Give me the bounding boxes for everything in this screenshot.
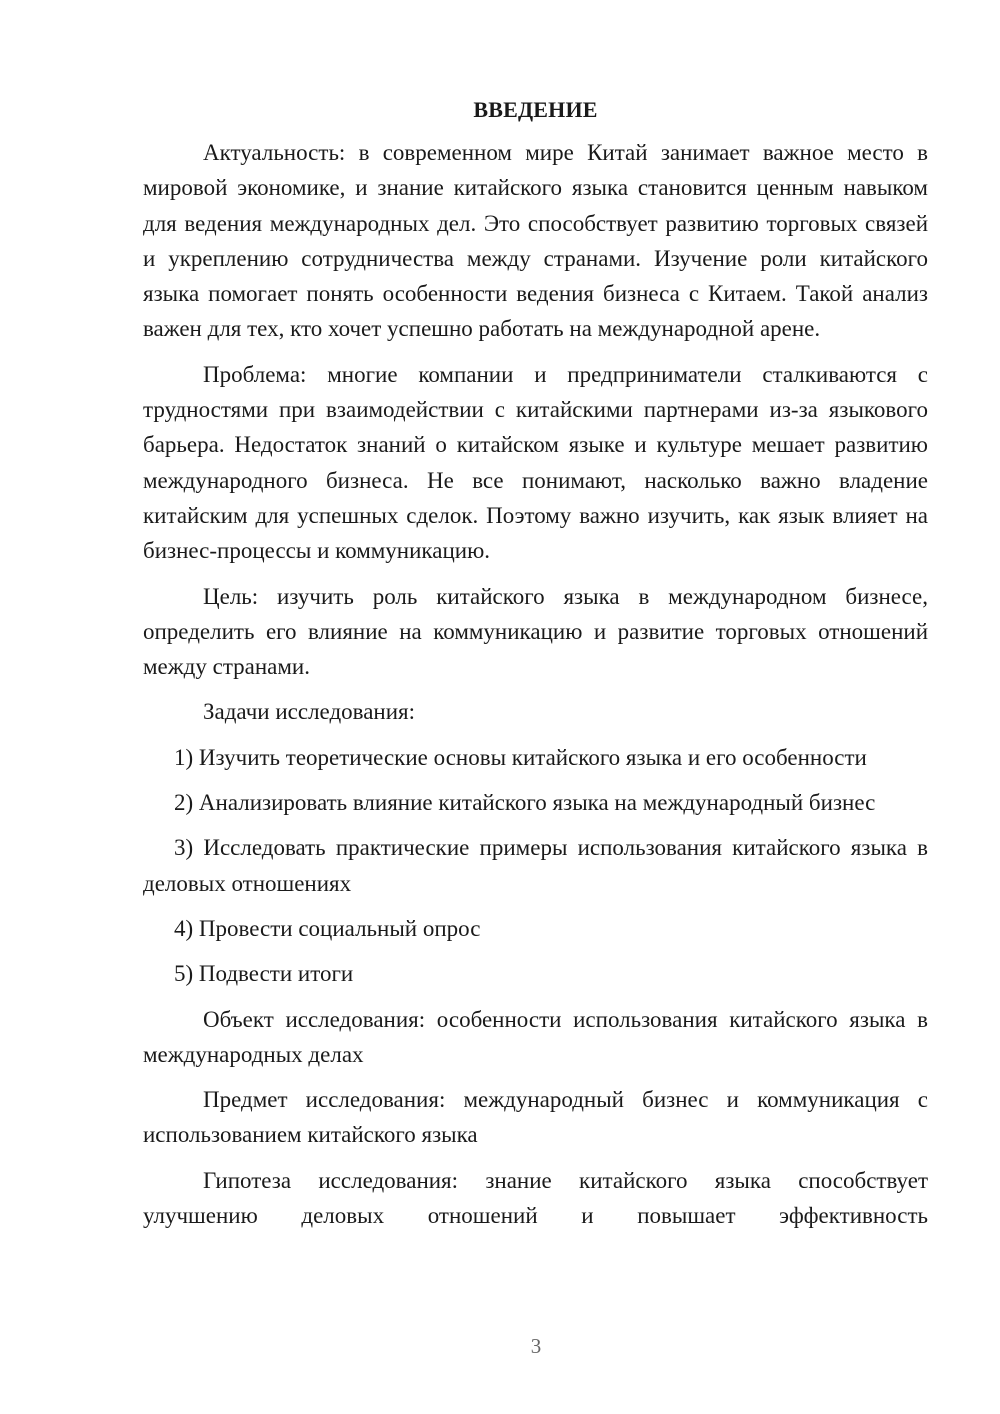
page-title: ВВЕДЕНИЕ [473, 97, 598, 122]
paragraph-problem: Проблема: многие компании и предприниматели сталкиваются с трудностями при взаимодействии с китайскими партнерами из-за языкового барьера. Недостаток знаний о китайском языке и культуре мешает развитию международного бизнеса. Не все понимают, насколько важно владение китайским для успешных сделок. Поэтому важно изучить, как язык влияет на бизнес-процессы и коммуникацию. [143, 361, 928, 564]
list-item: 2) Анализировать влияние китайского языка на международный бизнес [174, 790, 876, 816]
paragraph-subject: Предмет исследования: международный бизнес и коммуникация с использованием китайского языка [143, 1087, 928, 1148]
tasks-title: Задачи исследования: [203, 699, 416, 725]
paragraph-goal: Цель: изучить роль китайского языка в международном бизнесе, определить его влияние на коммуникацию и развитие торговых отношений между странами. [143, 583, 928, 680]
list-item: 4) Провести социальный опрос [174, 915, 481, 941]
list-item: 3) Исследовать практические примеры использования китайского языка в деловых отношениях [143, 835, 928, 896]
paragraph-hypothesis: Гипотеза исследования: знание китайского языка способствует улучшению деловых отношений и повышает эффективность [143, 1167, 928, 1229]
list-item: 5) Подвести итоги [174, 961, 354, 987]
paragraph-relevance: Актуальность: в современном мире Китай занимает важное место в мировой экономике, и знание китайского языка становится ценным навыком для ведения международных дел. Это способствует развитию торговых связей и укреплению сотрудничества между странами. Изучение роли китайского языка помогает понять особенности ведения бизнеса с Китаем. Такой анализ важен для тех, кто хочет успешно работать на международной арене. [143, 140, 928, 342]
document-body [143, 92, 928, 1243]
list-item: 1) Изучить теоретические основы китайского языка и его особенности [174, 744, 867, 770]
tasks-list [143, 740, 928, 992]
page-number: 3 [530, 1334, 542, 1358]
paragraph-object: Объект исследования: особенности использования китайского языка в международных делах [143, 1006, 928, 1067]
